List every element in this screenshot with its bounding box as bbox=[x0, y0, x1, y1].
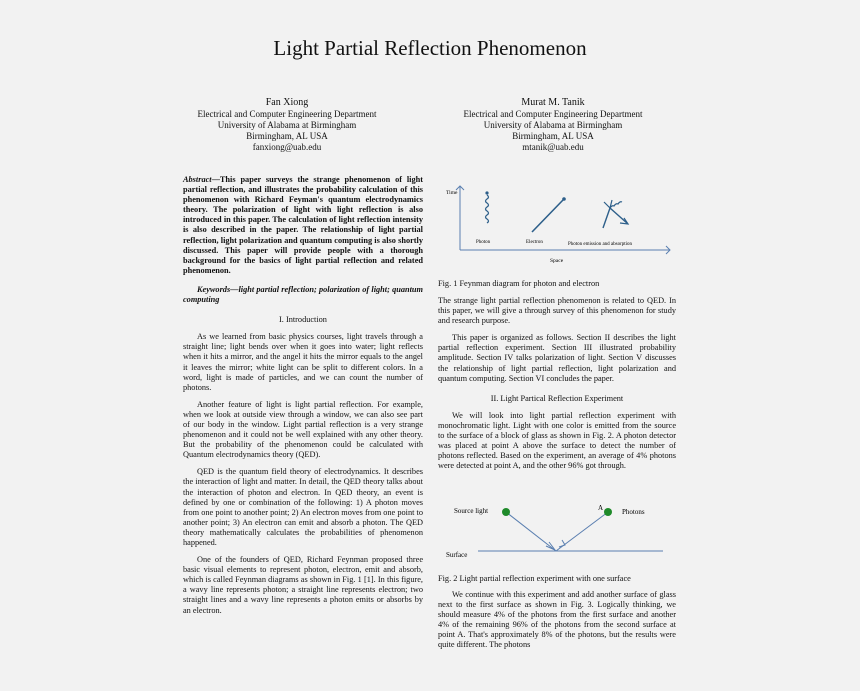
author-city: Birmingham, AL USA bbox=[246, 131, 328, 141]
figure-caption: Fig. 2 Light partial reflection experiment with one surface bbox=[438, 574, 631, 583]
electron-dot bbox=[562, 197, 566, 201]
author-block bbox=[162, 97, 412, 153]
author-univ: University of Alabama at Birmingham bbox=[217, 120, 357, 130]
abstract bbox=[183, 175, 423, 276]
point-a-label: A bbox=[598, 504, 604, 512]
emission-electron-out bbox=[610, 208, 628, 224]
author-block bbox=[428, 97, 678, 153]
feynman-diagram-figure bbox=[438, 180, 678, 270]
reflection-experiment-figure bbox=[438, 500, 678, 568]
author-univ: University of Alabama at Birmingham bbox=[483, 120, 623, 130]
electron-line bbox=[532, 200, 563, 232]
source-label: Source light bbox=[454, 507, 489, 515]
surface-label: Surface bbox=[446, 551, 468, 559]
time-label: Time bbox=[446, 190, 458, 196]
author-city: Birmingham, AL USA bbox=[512, 131, 594, 141]
author-name: Fan Xiong bbox=[265, 97, 309, 108]
keywords: Keywords—light partial reflection; polarization of light; quantum computing bbox=[183, 284, 423, 305]
paragraph: One of the founders of QED, Richard Feynman proposed three basic visual elements to represent photon, electron, emit and absorb, which is called Feynman diagrams as shown in Fig. 1 [1]. In this figure, a wavy line represents photon; a straight line represents electron; two straight lines and a wavy line represents a photon emits or absorbs by an electron. bbox=[183, 555, 423, 615]
paragraph: This paper is organized as follows. Section II describes the light partial reflection experiment. Section III illustrated probability amplitude. Section IV talks polarization of light. Section V discusses the relationship of light partial reflection, light polarization and quantum computing. Section VI concludes the paper. bbox=[438, 333, 676, 383]
space-label: Space bbox=[550, 258, 564, 264]
photon-label: Photon bbox=[476, 240, 491, 245]
author-name: Murat M. Tanik bbox=[521, 97, 585, 108]
right-column bbox=[438, 296, 676, 471]
photon-dot bbox=[485, 191, 488, 194]
source-dot bbox=[502, 508, 510, 516]
paragraph: As we learned from basic physics courses, light travels through a straight line; light bends over when it goes into water; light reflects when it hits a mirror, and the angel it hits the mirror equals to the angel it leaves the mirror; white light can be split to different colors. In a word, light is made of particles, and we can count the number of photons. bbox=[183, 332, 423, 392]
figure-caption: Fig. 1 Feynman diagram for photon and electron bbox=[438, 279, 600, 288]
section-heading: I. Introduction bbox=[279, 315, 327, 325]
author-email: mtanik@uab.edu bbox=[522, 142, 584, 152]
section-heading: II. Light Partical Reflection Experiment bbox=[490, 393, 624, 403]
paragraph: We will look into light partial reflection experiment with monochromatic light. Light with one color is emitted from the source to the surface of a block of glass as shown in Fig. 2. A photon detector was placed at point A above the surface to detect the number of photons reflected. Based on the experiment, an average of 4% photons were detected at point A, and the other 96% got through. bbox=[438, 410, 676, 471]
left-column bbox=[183, 175, 423, 616]
author-email: fanxiong@uab.edu bbox=[252, 142, 322, 152]
paragraph: Another feature of light is light partial reflection. For example, when we look at outside view through a window, we can also see part of our body in the window. Light partial reflection is a very strange phenomenon and it could not be well explained with any other theory. But the probability of the phenomenon could be calculated with Quantum electrodynamics theory (QED). bbox=[183, 399, 423, 460]
photons-label: Photons bbox=[622, 508, 645, 516]
paragraph: We continue with this experiment and add another surface of glass next to the first surface as shown in Fig. 3. Logically thinking, we should measure 4% of the photons from the first surface and another 4% of the remaining 96% of the photons from the second surface at point A. That's approximately 8% of the photons, but the results were quite different. The photons bbox=[438, 590, 676, 650]
electron-label: Electron bbox=[526, 240, 543, 245]
paragraph: QED is the quantum field theory of electrodynamics. It describes the interaction of light and matter. In detail, the QED theory talks about the interaction of photon and electron. In QED theory, an event is defined by one or combination of the following: 1) A photon moves from one point to another point; 2) An electron moves from one point to another point; 3) An electron can emit and absorb a photon. The QED theory mathematically calculates the probabilities of phenomenon happened. bbox=[183, 467, 423, 547]
abstract-text: —This paper surveys the strange phenomenon of light partial reflection, and illustrates the probability calculation of this phenomenon with Richard Feyman's quantum electrodynamics theory. The polarization of light with light reflection is also introduced in this paper. The calculation of light reflection intensity is also described in the paper. The relationship of light partial reflection, light polarization and quantum computing is also shortly discussed. This paper will provide people with a thorough background for the basics of light partial reflection and related phenomenon. bbox=[183, 175, 423, 275]
wavy-photon-line bbox=[486, 195, 489, 223]
detector-dot bbox=[604, 508, 612, 516]
paper-title: Light Partial Reflection Phenomenon bbox=[273, 36, 587, 60]
emission-electron-in bbox=[603, 208, 610, 228]
right-column-bottom bbox=[438, 590, 676, 651]
incident-ray bbox=[506, 512, 556, 551]
author-dept: Electrical and Computer Engineering Department bbox=[463, 109, 643, 119]
abstract-label: Abstract bbox=[183, 175, 212, 184]
emission-label: Photon emission and absorption bbox=[568, 242, 633, 247]
paragraph: The strange light partial reflection phenomenon is related to QED. In this paper, we will give a through survey of this phenomenon for study and research purpose. bbox=[438, 296, 676, 326]
author-dept: Electrical and Computer Engineering Department bbox=[197, 109, 377, 119]
